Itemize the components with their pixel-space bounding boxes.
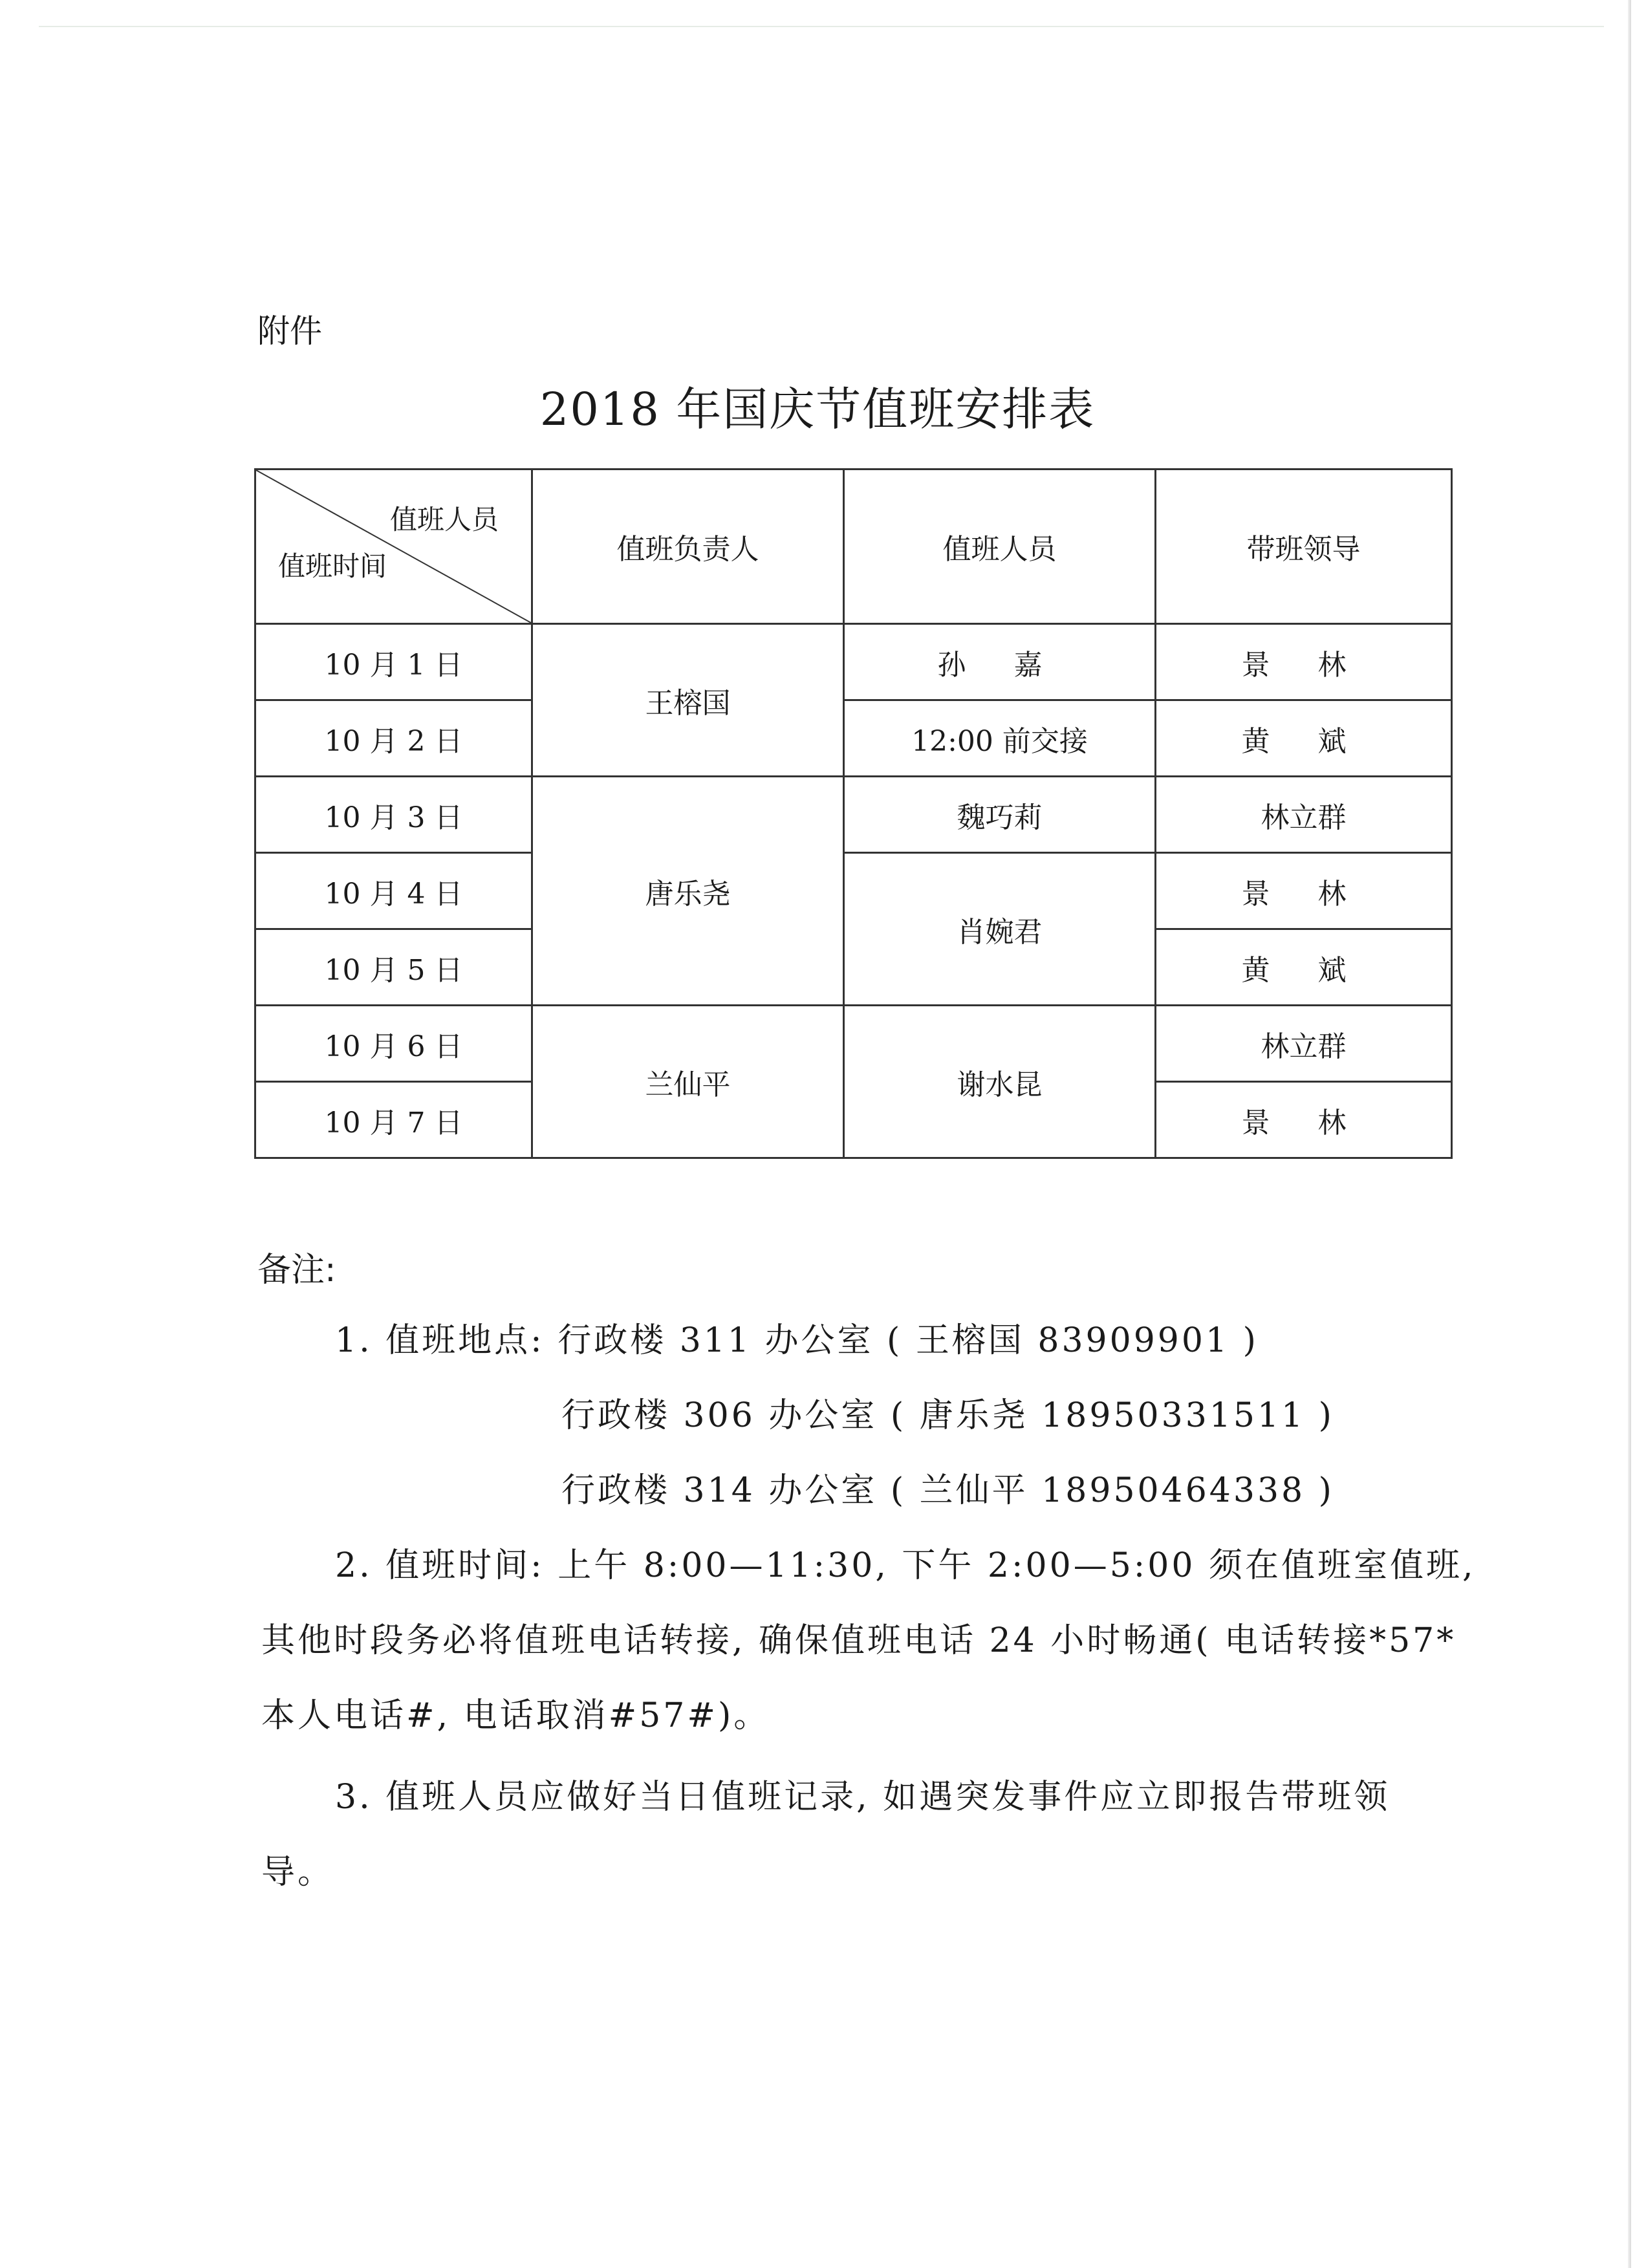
table-row bbox=[255, 853, 1452, 929]
corner-header-top: 值班人员 bbox=[389, 504, 499, 535]
note-line: 3. 值班人员应做好当日值班记录, 如遇突发事件应立即报告带班领 bbox=[335, 1778, 1391, 1817]
date-cell: 10 月 5 日 bbox=[255, 929, 532, 1006]
table-header-row bbox=[255, 470, 1452, 624]
note-line: 行政楼 314 办公室 ( 兰仙平 18950464338 ) bbox=[561, 1471, 1334, 1510]
date-cell: 10 月 1 日 bbox=[255, 624, 532, 700]
column-header-leader: 值班负责人 bbox=[532, 470, 844, 624]
supervisor-cell: 景 林 bbox=[1156, 853, 1452, 929]
note-line: 2. 值班时间: 上午 8:00—11:30, 下午 2:00—5:00 须在值班室值班, bbox=[335, 1546, 1476, 1585]
leader-cell: 王榕国 bbox=[532, 624, 844, 777]
date-cell: 10 月 7 日 bbox=[255, 1082, 532, 1158]
supervisor-cell: 林立群 bbox=[1156, 777, 1452, 853]
scan-edge-right bbox=[1628, 0, 1631, 2268]
staff-cell: 肖婉君 bbox=[844, 853, 1156, 1006]
date-cell: 10 月 3 日 bbox=[255, 777, 532, 853]
table-row bbox=[255, 777, 1452, 853]
attachment-label: 附件 bbox=[257, 312, 322, 350]
corner-header-cell bbox=[255, 470, 532, 624]
note-line: 本人电话#, 电话取消#57#)。 bbox=[261, 1696, 770, 1735]
document-title: 2018 年国庆节值班安排表 bbox=[539, 383, 1096, 436]
corner-header-bottom: 值班时间 bbox=[278, 550, 387, 582]
note-line: 行政楼 306 办公室 ( 唐乐尧 18950331511 ) bbox=[561, 1396, 1334, 1435]
supervisor-cell: 景 林 bbox=[1156, 624, 1452, 700]
date-cell: 10 月 4 日 bbox=[255, 853, 532, 929]
note-line: 1. 值班地点: 行政楼 311 办公室 ( 王榕国 83909901 ) bbox=[335, 1321, 1259, 1360]
staff-cell: 孙 嘉 bbox=[844, 624, 1156, 700]
supervisor-cell: 黄 斌 bbox=[1156, 700, 1452, 777]
supervisor-cell: 黄 斌 bbox=[1156, 929, 1452, 1006]
date-cell: 10 月 2 日 bbox=[255, 700, 532, 777]
notes-heading: 备注: bbox=[257, 1251, 336, 1290]
date-cell: 10 月 6 日 bbox=[255, 1006, 532, 1082]
leader-cell: 唐乐尧 bbox=[532, 777, 844, 1006]
scan-edge-top bbox=[39, 26, 1604, 27]
leader-cell: 兰仙平 bbox=[532, 1006, 844, 1158]
column-header-staff: 值班人员 bbox=[844, 470, 1156, 624]
staff-cell: 魏巧莉 bbox=[844, 777, 1156, 853]
supervisor-cell: 林立群 bbox=[1156, 1006, 1452, 1082]
column-header-supervisor: 带班领导 bbox=[1156, 470, 1452, 624]
table-row bbox=[255, 624, 1452, 700]
note-line: 导。 bbox=[261, 1853, 334, 1892]
table-row bbox=[255, 700, 1452, 777]
staff-cell: 谢水昆 bbox=[844, 1006, 1156, 1158]
staff-cell: 12:00 前交接 bbox=[844, 700, 1156, 777]
duty-schedule-table bbox=[254, 468, 1453, 1159]
table-row bbox=[255, 1006, 1452, 1082]
note-line: 其他时段务必将值班电话转接, 确保值班电话 24 小时畅通( 电话转接*57* bbox=[261, 1621, 1456, 1660]
supervisor-cell: 景 林 bbox=[1156, 1082, 1452, 1158]
